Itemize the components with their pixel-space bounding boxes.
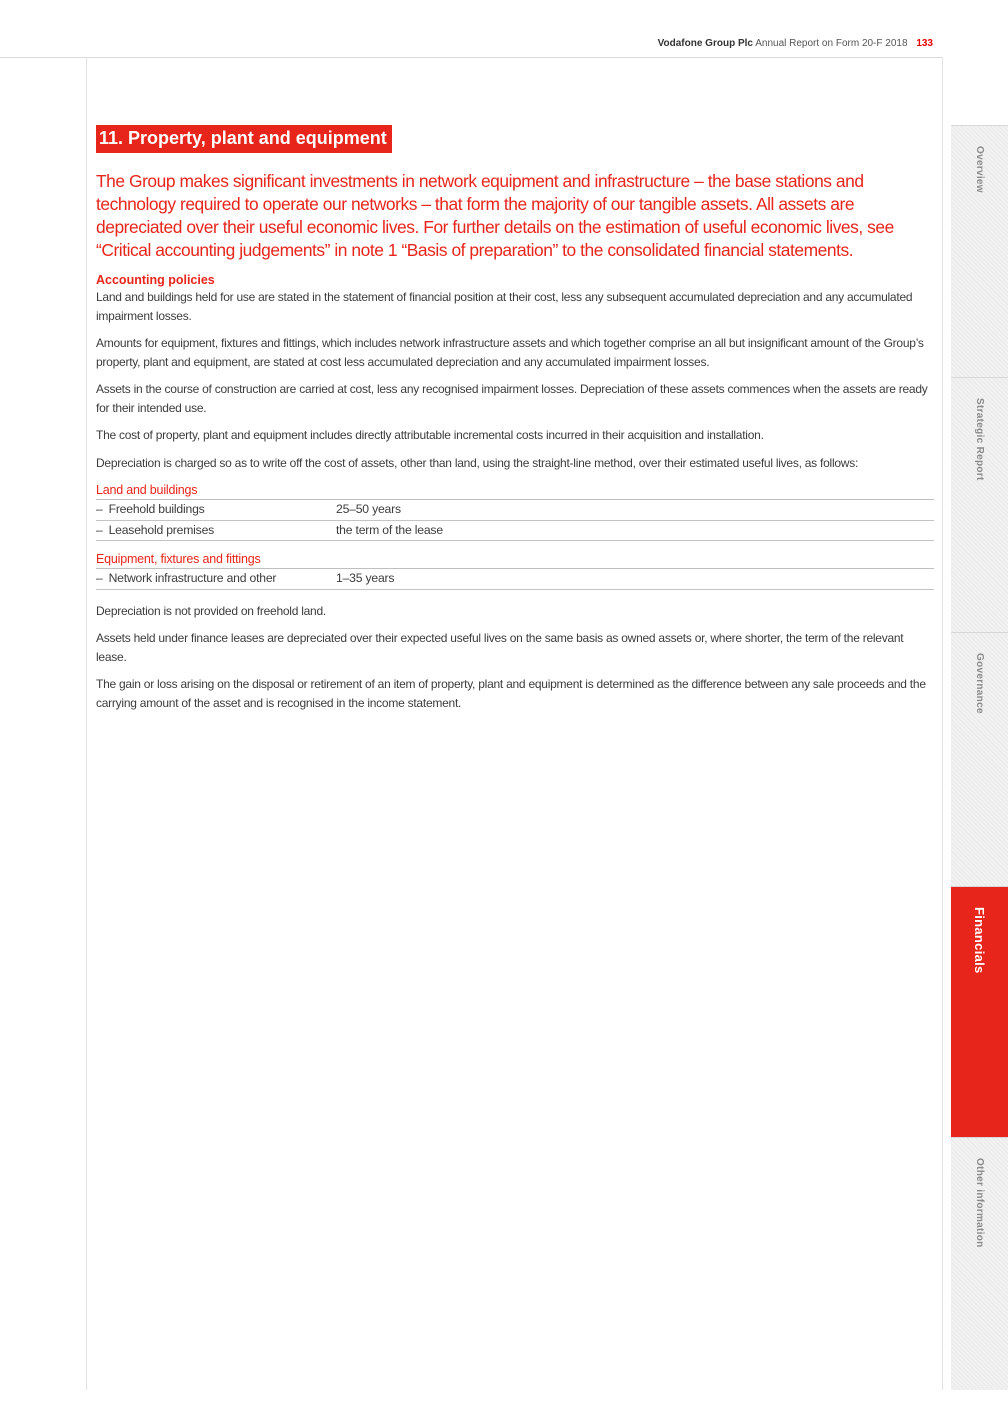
closing-paragraph: Depreciation is not provided on freehold land. (96, 603, 326, 618)
right-margin-rule (942, 57, 943, 1390)
tab-overview[interactable] (951, 125, 1008, 377)
report-title: Annual Report on Form 20-F 2018 (755, 38, 908, 49)
tab-other-information[interactable] (951, 1137, 1008, 1390)
section-intro: The Group makes significant investments in network equipment and infrastructure – the base stations and technology required to operate our networks – that form the majority of our tangible assets. All assets are depreciated over their useful economic lives. For further details on the estimation of useful economic lives, see “Critical accounting judgements” in note 1 “Basis of preparation” to the consolidated financial statements. (96, 171, 894, 260)
row-value: 1–35 years (336, 571, 395, 585)
row-value: 25–50 years (336, 502, 401, 516)
tab-overview-label: Overview (974, 146, 985, 193)
company-name: Vodafone Group Plc (657, 38, 753, 49)
row-label-text: Freehold buildings (108, 502, 205, 516)
tab-governance-label: Governance (974, 653, 985, 714)
dash: – (96, 571, 103, 585)
policy-paragraph: Land and buildings held for use are stated in the statement of financial position at their cost, less any subsequent accumulated depreciation and any accumulated impairment losses. (96, 290, 913, 323)
accounting-policies-heading: Accounting policies (96, 273, 215, 287)
tab-governance[interactable] (951, 632, 1008, 886)
header-divider (0, 57, 942, 58)
table-row (96, 521, 934, 542)
closing-paragraph: The gain or loss arising on the disposal or retirement of an item of property, plant and equipment is determined as the difference between any sale proceeds and the carrying amount of the asset and is recognised in the income statement. (96, 677, 926, 710)
row-label-text: Leasehold premises (108, 522, 215, 537)
row-value: the term of the lease (336, 522, 443, 537)
table-row (96, 500, 934, 521)
tab-strategic-report[interactable] (951, 377, 1008, 632)
policy-paragraph: Assets in the course of construction are carried at cost, less any recognised impairment losses. Depreciation of these assets commences when the assets are ready for their intended use. (96, 382, 928, 415)
section-nav-tabs (951, 125, 1008, 1390)
row-label (96, 521, 336, 541)
closing-paragraph: Assets held under finance leases are depreciated over their expected useful lives on the same basis as owned assets or, where shorter, the term of the relevant lease. (96, 631, 904, 664)
tab-financials[interactable] (951, 886, 1008, 1137)
dash: – (96, 522, 103, 537)
equipment-heading: Equipment, fixtures and fittings (96, 552, 261, 566)
row-label (96, 569, 336, 589)
row-label (96, 500, 336, 520)
main-content (96, 125, 934, 721)
page-header (658, 38, 933, 49)
equipment-table (96, 568, 934, 590)
land-buildings-table (96, 499, 934, 541)
dash: – (96, 502, 103, 516)
land-buildings-heading: Land and buildings (96, 483, 198, 497)
tab-strategic-report-label: Strategic Report (974, 398, 985, 481)
policy-paragraph: Depreciation is charged so as to write off the cost of assets, other than land, using the straight-line method, over their estimated useful lives, as follows: (96, 455, 859, 470)
table-row (96, 569, 934, 590)
left-margin-rule (86, 57, 87, 1390)
policy-paragraph: The cost of property, plant and equipment includes directly attributable incremental costs incurred in their acquisition and installation. (96, 428, 764, 442)
tab-financials-label: Financials (972, 907, 987, 974)
row-label-text: Network infrastructure and other (108, 571, 277, 585)
section-title: 11. Property, plant and equipment (96, 125, 392, 153)
page-number: 133 (916, 38, 933, 49)
tab-other-information-label: Other information (974, 1158, 985, 1248)
policy-paragraph: Amounts for equipment, fixtures and fittings, which includes network infrastructure assets and which together comprise an all but insignificant amount of the Group’s property, plant and equipment, are stated at cost less accumulated depreciation and any accumulated impairment losses. (96, 336, 924, 369)
